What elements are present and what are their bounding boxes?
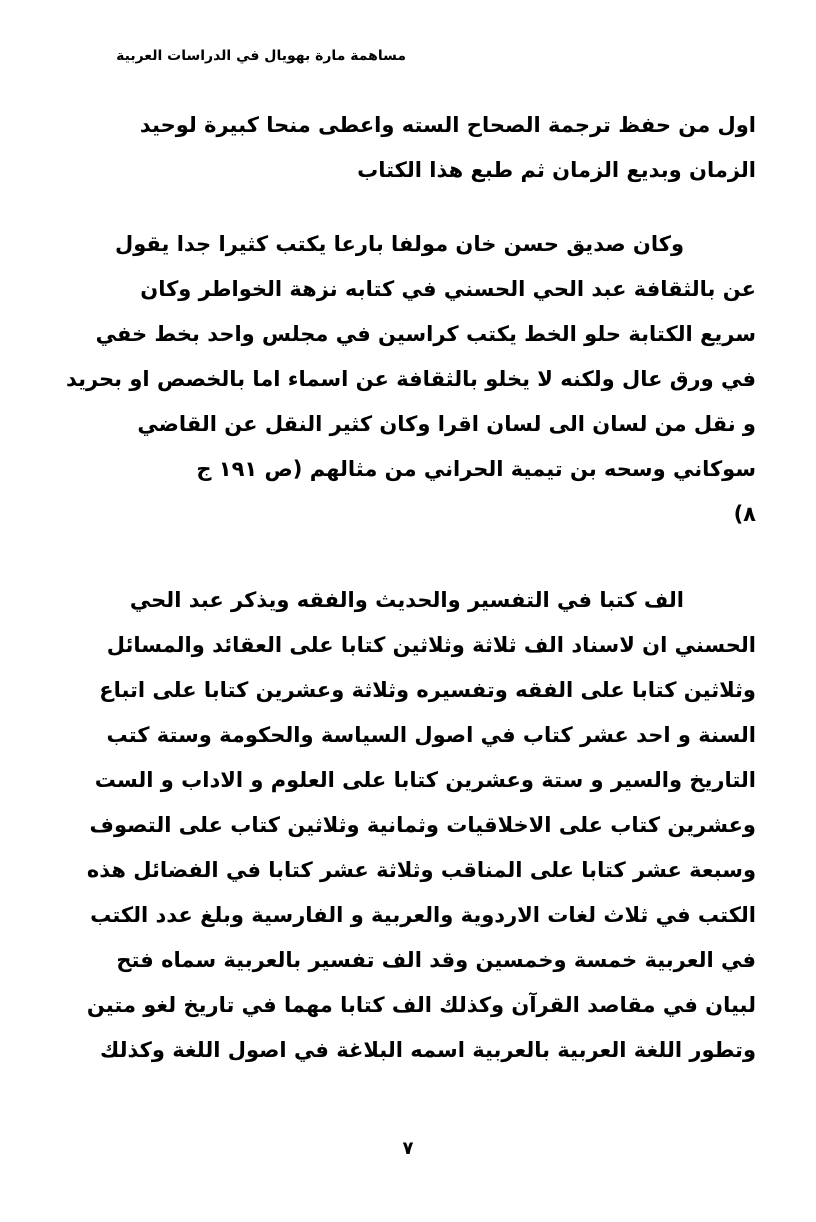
paragraph-1 (64, 103, 756, 193)
paragraph-3 (64, 578, 756, 1073)
text-line: وكان صديق حسن خان مولفا بارعا يكتب كثيرا جدا يقول (115, 232, 684, 256)
text-line: في العربية خمسة وخمسين وقد الف تفسير بالعربية سماه فتح (116, 948, 756, 972)
text-line: اول من حفظ ترجمة الصحاح السته واعطى منحا كبيرة لوحيد (139, 113, 756, 137)
text-line: و نقل من لسان الى لسان اقرا وكان كثير النقل عن القاضي (137, 412, 756, 436)
text-line: سوكاني وسحه بن تيمية الحراني من مثالهم (ص ١٩١ ج (196, 457, 756, 481)
text-line: الكتب في ثلاث لغات الاردوية والعربية و الفارسية وبلغ عدد الكتب (90, 903, 756, 927)
text-line: وثلاثين كتابا على الفقه وتفسيره وثلاثة وعشرين كتابا على اتباع (99, 678, 756, 702)
text-line: الحسني ان لاسناد الف ثلاثة وثلاثين كتابا على العقائد والمسائل (106, 633, 756, 657)
text-line: سريع الكتابة حلو الخط يكتب كراسين في مجلس واحد بخط خفي (95, 322, 756, 346)
text-line: وسبعة عشر كتابا على المناقب وثلاثة عشر كتابا في الفضائل هذه (86, 858, 756, 882)
running-header: مساهمة مارة بهويال في الدراسات العربية (116, 48, 406, 64)
text-line: لبيان في مقاصد القرآن وكذلك الف كتابا مهما في تاريخ لغو متين (86, 993, 756, 1017)
page-number: ٧ (402, 1138, 414, 1159)
text-line: التاريخ والسير و ستة وعشرين كتابا على العلوم و الاداب و الست (94, 768, 756, 792)
paragraph-2 (64, 222, 756, 537)
text-line: السنة و احد عشر كتاب في اصول السياسة والحكومة وستة كتب (106, 723, 756, 747)
text-line: عن بالثقافة عبد الحي الحسني في كتابه نزهة الخواطر وكان (140, 277, 756, 301)
text-line: الف كتبا في التفسير والحديث والفقه ويذكر عبد الحي (129, 588, 684, 612)
text-line: ٨) (733, 502, 756, 526)
text-line: وعشرين كتاب على الاخلاقيات وثمانية وثلاثين كتاب على التصوف (89, 813, 756, 837)
text-line: وتطور اللغة العربية بالعربية اسمه البلاغة في اصول اللغة وكذلك (100, 1038, 756, 1062)
text-line: في ورق عال ولكنه لا يخلو بالثقافة عن اسماء اما بالخصص او بحريد (65, 367, 756, 391)
text-line: الزمان وبديع الزمان ثم طبع هذا الكتاب (357, 158, 756, 182)
